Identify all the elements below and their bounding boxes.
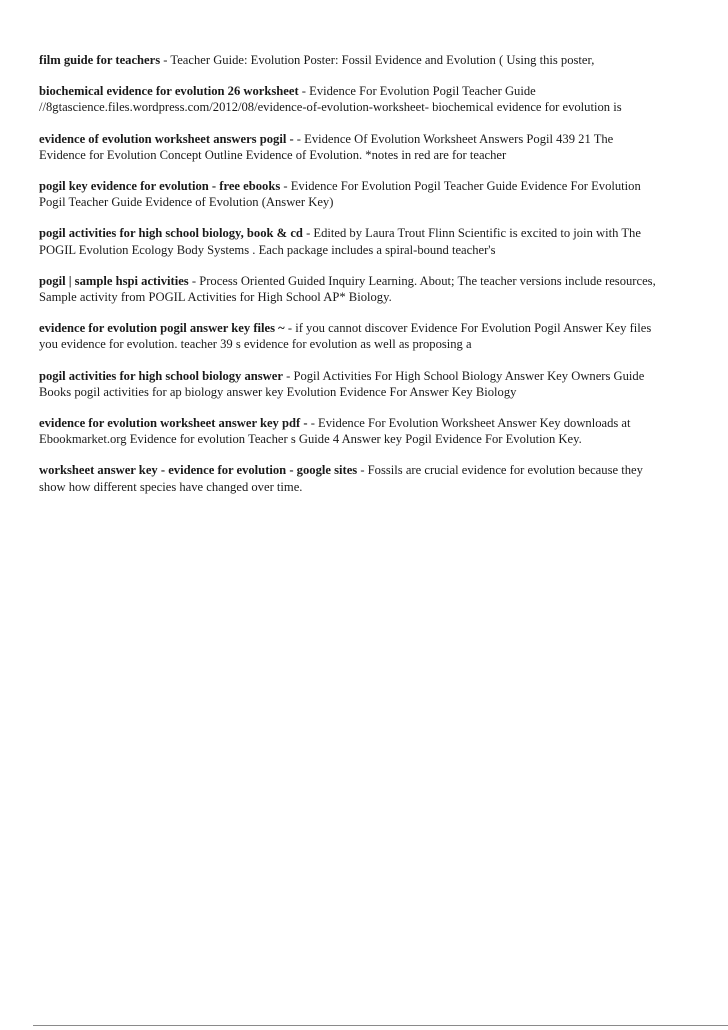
entry-text: - Teacher Guide: Evolution Poster: Fossil Evidence and Evolution ( Using this poster,: [160, 53, 595, 67]
entry-title: worksheet answer key - evidence for evolution - google sites: [39, 463, 358, 478]
entry-text: - Evidence For Evolution Pogil Teacher Guide Evidence For Evolution Pogil Teacher Guide Evidence of Evolution (Answer Key): [39, 179, 641, 210]
entry-title: evidence for evolution worksheet answer key pdf -: [39, 416, 308, 431]
entry-text: - Process Oriented Guided Inquiry Learning. About; The teacher versions include resources, Sample activity from POGIL Activities for High School AP* Biology.: [39, 273, 656, 305]
entry-text: - Evidence Of Evolution Worksheet Answers Pogil 439 21 The Evidence for Evolution Concept Outline Evidence of Evolution. *notes in red are for teacher: [39, 131, 614, 162]
entry-title: biochemical evidence for evolution 26 worksheet: [39, 84, 299, 99]
footer-divider: [33, 1025, 728, 1026]
entry-title: pogil key evidence for evolution - free ebooks: [39, 179, 281, 194]
entry-title: pogil activities for high school biology answer: [39, 368, 283, 383]
entry: [39, 178, 659, 210]
entry-title: evidence for evolution pogil answer key files ~: [39, 321, 285, 336]
entry: [39, 462, 659, 494]
entry-text: - if you cannot discover Evidence For Evolution Pogil Answer Key files you evidence for evolution. teacher 39 s evidence for evolution as well as proposing a: [39, 321, 652, 352]
entry: [39, 368, 659, 400]
entry-title: pogil | sample hspi activities: [39, 273, 189, 288]
entry: [39, 415, 659, 447]
entry: [39, 320, 659, 352]
entry-title: pogil activities for high school biology, book & cd: [39, 226, 303, 241]
entry: [39, 225, 659, 257]
entry-text: - Fossils are crucial evidence for evolution because they show how different species have changed over time.: [39, 463, 643, 494]
entry-list: [39, 52, 659, 510]
entry-text: - Pogil Activities For High School Biology Answer Key Owners Guide Books pogil activities for ap biology answer key Evolution Evidence For Answer Key Biology: [39, 368, 645, 399]
entry: [39, 131, 659, 163]
entry: [39, 83, 659, 115]
entry-text: - Edited by Laura Trout Flinn Scientific is excited to join with The POGIL Evolution Ecology Body Systems . Each package includes a spiral-bound teacher's: [39, 226, 641, 257]
entry-text: - Evidence For Evolution Pogil Teacher Guide //8gtascience.files.wordpress.com/2012/08/evidence-of-evolution-worksheet- biochemical evidence for evolution is: [39, 84, 622, 115]
entry: [39, 52, 659, 68]
entry-text: - Evidence For Evolution Worksheet Answer Key downloads at Ebookmarket.org Evidence for evolution Teacher s Guide 4 Answer key Pogil Evidence For Evolution Key.: [39, 416, 631, 447]
entry: [39, 273, 659, 305]
entry-title: film guide for teachers: [39, 53, 161, 67]
entry-title: evidence of evolution worksheet answers pogil -: [39, 131, 294, 146]
